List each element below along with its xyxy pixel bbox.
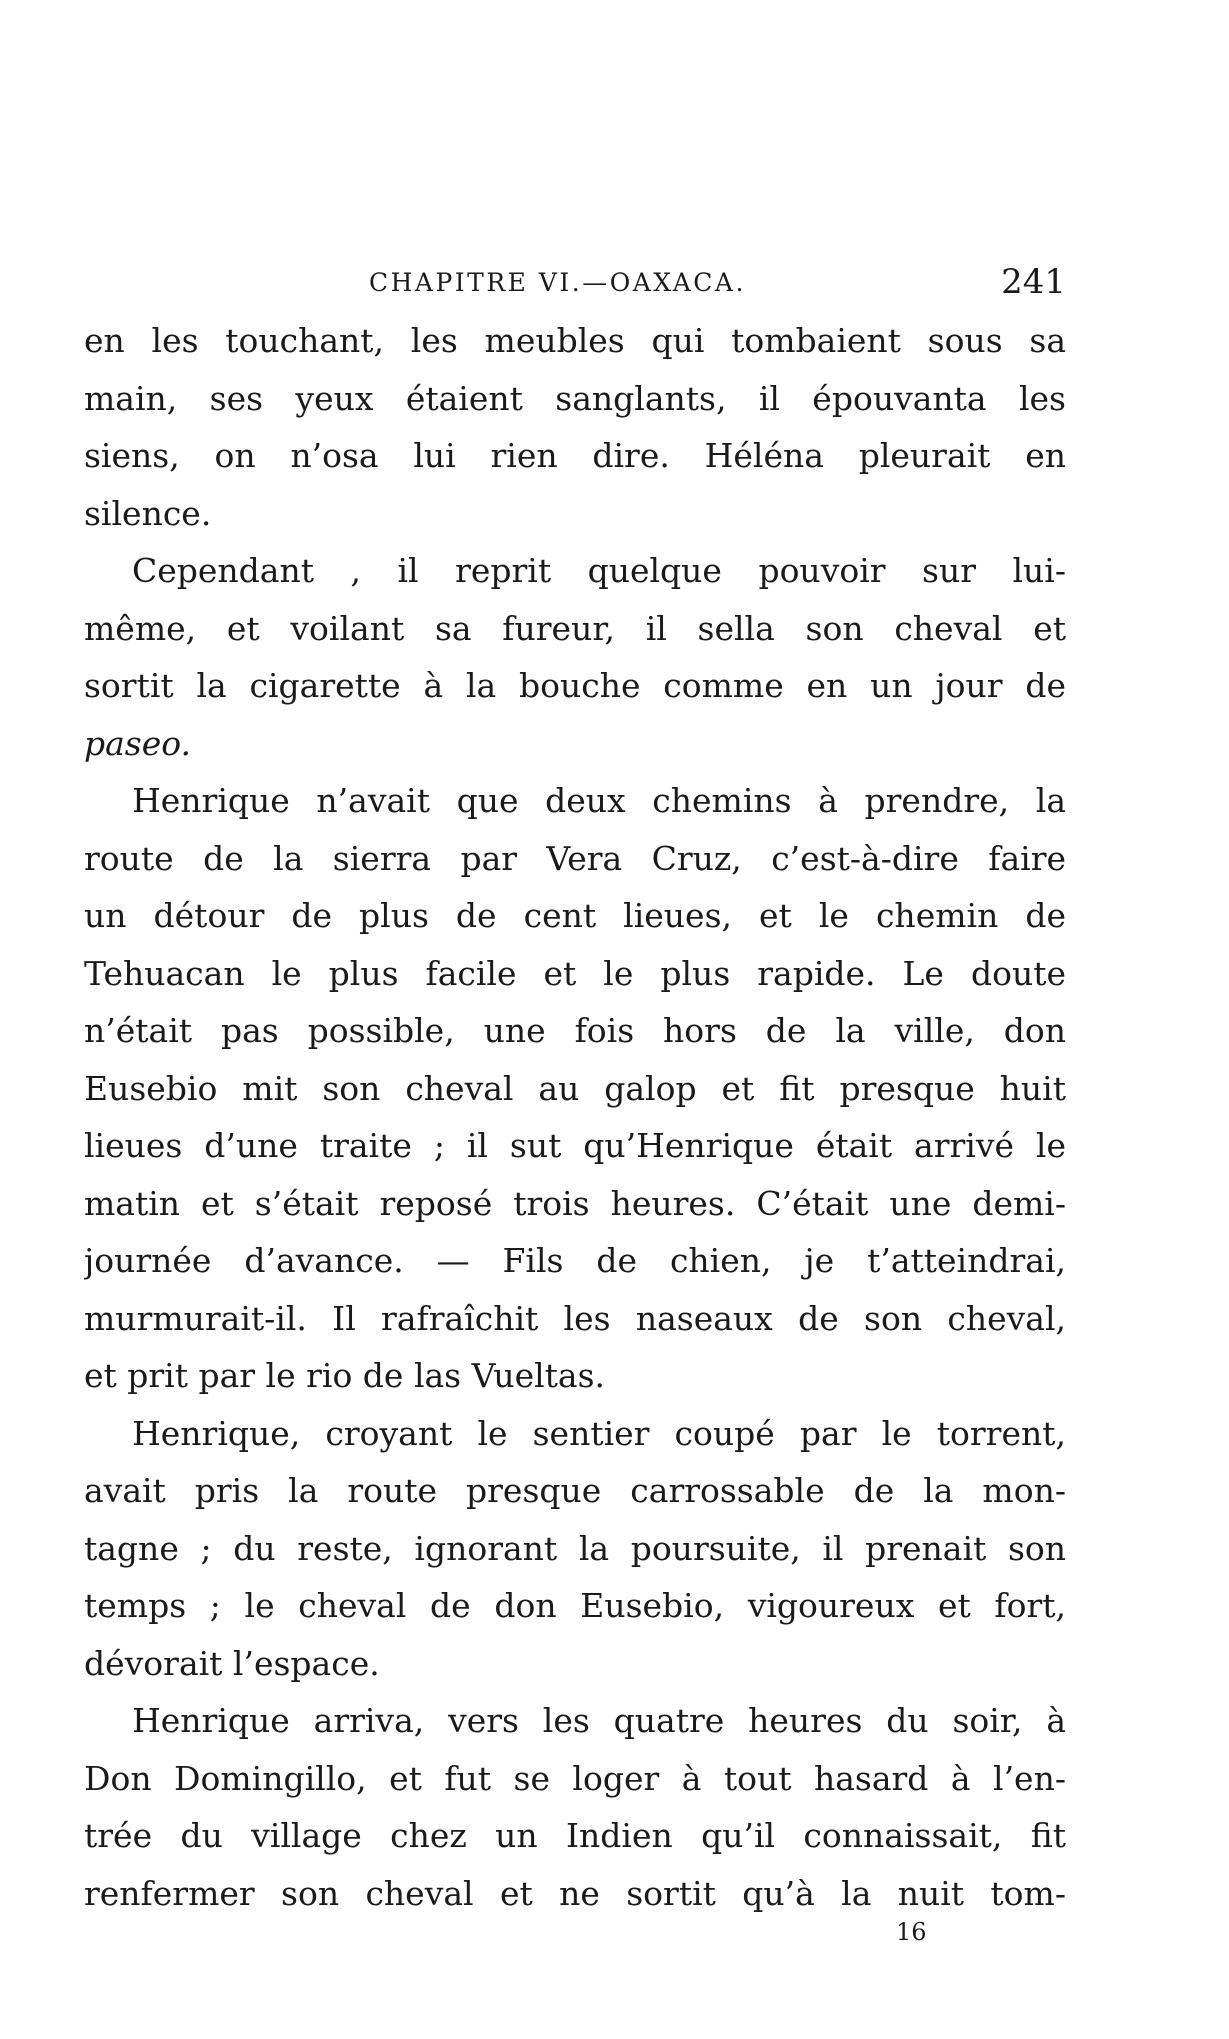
body-text [84, 312, 1066, 1922]
text-line: Cependant , il reprit quelque pouvoir sur lui- [132, 551, 1066, 590]
paragraph-1 [84, 312, 1066, 542]
text-line: n’était pas possible, une fois hors de la ville, don [84, 1011, 1066, 1050]
running-title: CHAPITRE VI.—OAXACA. [369, 268, 746, 297]
text-line: lieues d’une traite ; il sut qu’Henrique était arrivé le [84, 1126, 1066, 1165]
text-line: main, ses yeux étaient sanglants, il épouvanta les [84, 378, 1066, 418]
text-line: route de la sierra par Vera Cruz, c’est-à-dire faire [84, 838, 1066, 878]
text-line: Tehuacan le plus facile et le plus rapide. Le doute [84, 953, 1066, 993]
text-line: renfermer son cheval et ne sortit qu’à la nuit tom- [84, 1873, 1066, 1913]
text-line: matin et s’était reposé trois heures. C’était une demi- [84, 1183, 1066, 1223]
text-line: dévorait l’espace. [84, 1643, 380, 1683]
text-line: Henrique n’avait que deux chemins à prendre, la [132, 781, 1066, 820]
text-line: temps ; le cheval de don Eusebio, vigoureux et fort, [84, 1586, 1066, 1625]
text-line: avait pris la route presque carrossable de la mon- [84, 1471, 1066, 1510]
text-line: siens, on n’osa lui rien dire. Héléna pleurait en [84, 436, 1066, 475]
text-line: Henrique arriva, vers les quatre heures du soir, à [132, 1701, 1066, 1740]
page-header [84, 262, 1066, 312]
text-line: Eusebio mit son cheval au galop et fit presque huit [84, 1068, 1066, 1108]
text-line: un détour de plus de cent lieues, et le chemin de [84, 896, 1066, 935]
text-line: Henrique, croyant le sentier coupé par le torrent, [132, 1413, 1066, 1453]
text-line: Don Domingillo, et fut se loger à tout hasard à l’en- [84, 1758, 1066, 1798]
text-line: murmurait-il. Il rafraîchit les naseaux de son cheval, [84, 1298, 1066, 1338]
italic-text-line: paseo. [84, 723, 192, 763]
text-line: même, et voilant sa fureur, il sella son cheval et [84, 608, 1066, 648]
page-number: 241 [1001, 262, 1066, 302]
text-line: et prit par le rio de las Vueltas. [84, 1356, 606, 1395]
text-line: tagne ; du reste, ignorant la poursuite, il prenait son [84, 1528, 1066, 1568]
text-line: sortit la cigarette à la bouche comme en un jour de [84, 666, 1066, 705]
paragraph-5 [84, 1692, 1066, 1922]
text-line: trée du village chez un Indien qu’il connaissait, fit [84, 1816, 1066, 1855]
text-line: journée d’avance. — Fils de chien, je t’atteindrai, [84, 1241, 1066, 1280]
paragraph-2 [84, 542, 1066, 772]
signature-mark: 16 [896, 1918, 927, 1946]
text-line: silence. [84, 493, 212, 533]
text-line: en les touchant, les meubles qui tombaient sous sa [84, 321, 1066, 360]
paragraph-3 [84, 772, 1066, 1405]
paragraph-4 [84, 1405, 1066, 1693]
